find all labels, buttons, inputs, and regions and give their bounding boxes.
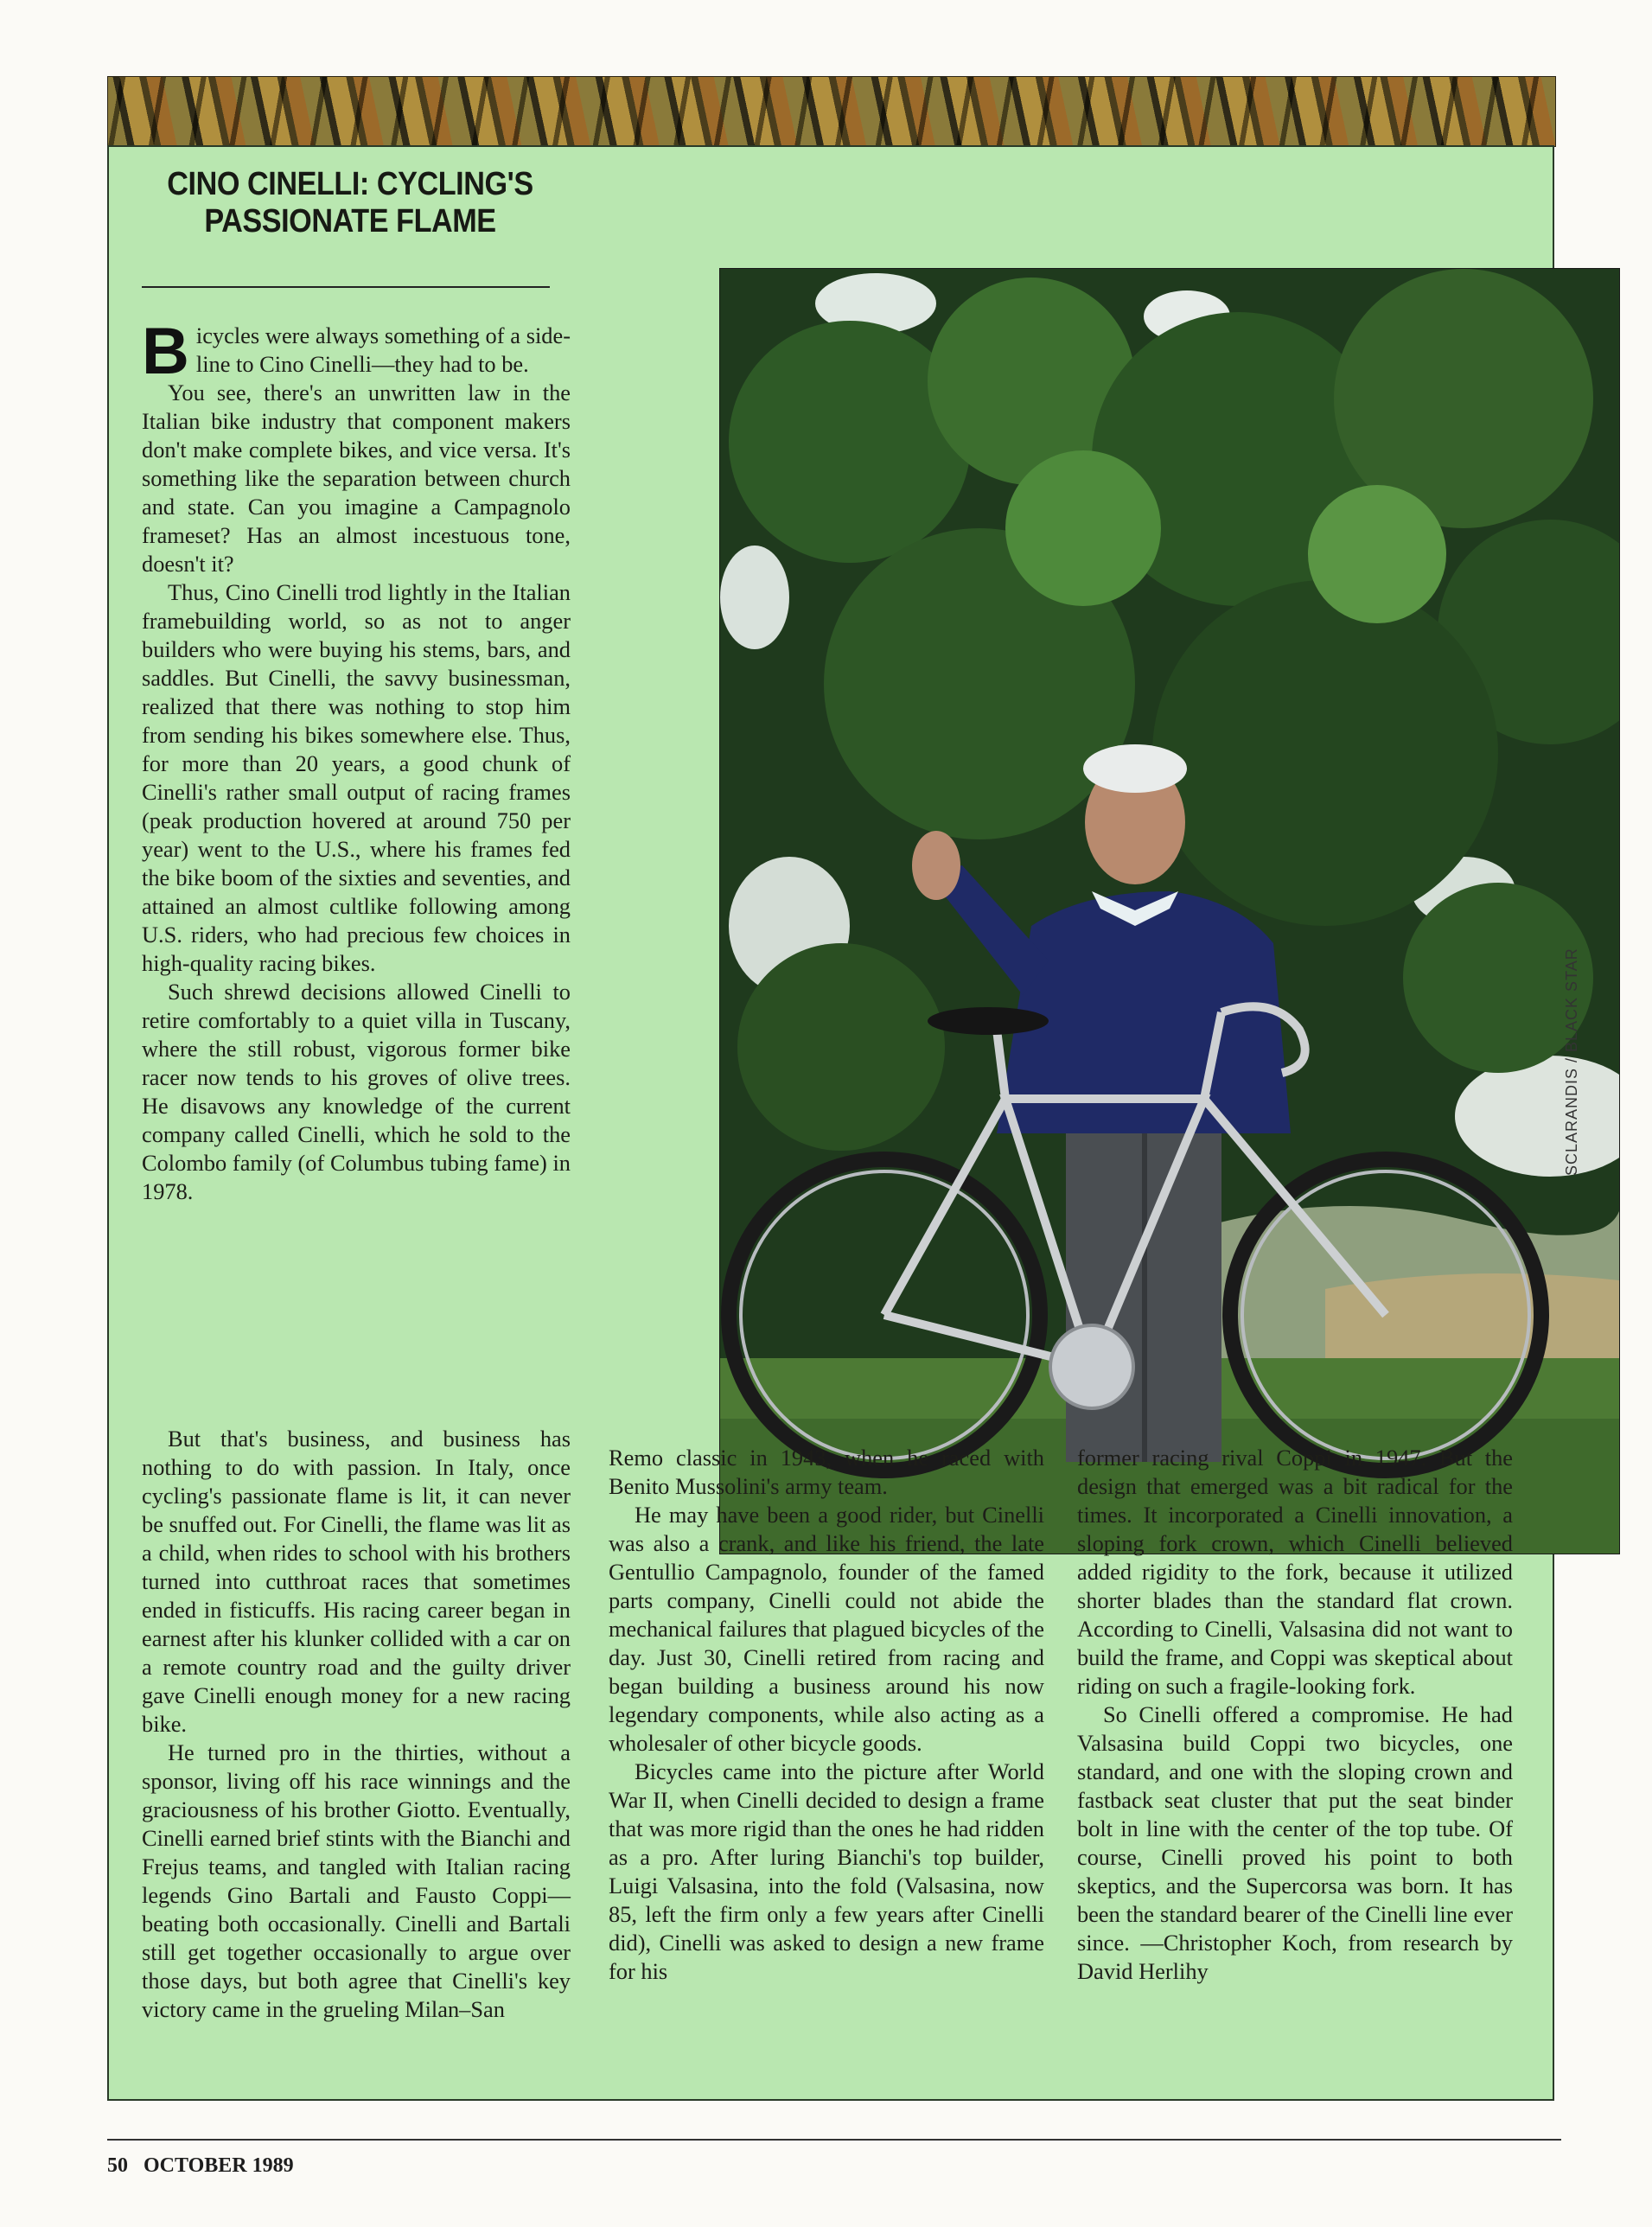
column-3 bbox=[1077, 1444, 1513, 1986]
paragraph: Bicycles came into the picture after World War II, when Cinelli decided to design a frame that was more rigid than the ones he had ridden as a pro. After luring Bianchi's top builder, Luigi Valsasina, into the fold (Valsasina, now 85, left the firm only a few years after Cinelli did), Cinelli was asked to design a new frame for his bbox=[609, 1758, 1044, 1984]
column-2 bbox=[609, 1444, 1044, 1986]
paragraph: former racing rival Coppi in 1947. But the design that emerged was a bit radical for the times. It incorporated a Cinelli innovation, a sloping fork crown, which Cinelli believed added rigidity to the fork, because it utilized shorter blades than the standard flat crown. According to Cinelli, Valsasina did not want to build the frame, and Coppi was skeptical about riding on such a fragile-looking fork. bbox=[1077, 1445, 1513, 1699]
opening-paragraph bbox=[142, 315, 571, 388]
page-number: 50 bbox=[107, 2154, 128, 2177]
paragraph: You see, there's an unwritten law in the Italian bike industry that component makers don't make complete bikes, and vice versa. It's something like the separation between church and state. Can you imagine a Campagnolo frameset? Has an almost incestuous tone, doesn't it? bbox=[142, 380, 571, 577]
title-rule bbox=[142, 286, 550, 288]
folio bbox=[107, 2154, 309, 2178]
paragraph: Thus, Cino Cinelli trod lightly in the Italian framebuilding world, so as not to anger builders who were buying his stems, bars, and saddles. But Cinelli, the savvy businessman, realized that there was nothing to stop him from sending his bikes somewhere else. Thus, for more than 20 years, a good chunk of Cinelli's rather small output of racing frames (peak production hovered at around 750 per year) went to the U.S., where his frames fed the bike boom of the sixties and seventies, and attained an almost cultlike following among U.S. riders, who had precious few choices in high-quality racing bikes. bbox=[142, 579, 571, 976]
paragraph: He may have been a good rider, but Cinelli was also a crank, and like his friend, the late Gentullio Campagnolo, founder of the famed parts company, Cinelli could not abide the mechanical failures that plagued bicycles of the day. Just 30, Cinelli retired from racing and began building a business around his now legendary components, while also acting as a wholesaler of other bicycle goods. bbox=[609, 1502, 1044, 1756]
photo-credit: SCLARANDIS / BLACK STAR bbox=[1563, 948, 1580, 1176]
issue-date: OCTOBER 1989 bbox=[144, 2154, 294, 2177]
footer-rule bbox=[107, 2139, 1561, 2141]
drop-cap: B bbox=[142, 315, 189, 388]
column-1-upper bbox=[142, 315, 571, 1206]
opening-text: icycles were always something of a sideline to Cino Cinelli—they had to be. bbox=[195, 322, 571, 377]
article-title: CINO CINELLI: CYCLING'S PASSIONATE FLAME bbox=[167, 166, 533, 239]
paragraph: But that's business, and business has nothing to do with passion. In Italy, once cycling's passionate flame is lit, it can never be snuffed out. For Cinelli, the flame was lit as a child, when rides to school with his brothers turned into cutthroat races that sometimes ended in fisticuffs. His racing career began in earnest after his klunker collided with a car on a remote country road and the guilty driver gave Cinelli enough money for a new racing bike. bbox=[142, 1426, 571, 1737]
paragraph: He turned pro in the thirties, without a sponsor, living off his race winnings and the graciousness of his brother Giotto. Eventually, Cinelli earned brief stints with the Bianchi and Frejus teams, and tangled with Italian racing legends Gino Bartali and Fausto Coppi—beating both occasionally. Cinelli and Bartali still get together occasionally to argue over those days, but both agree that Cinelli's key victory came in the grueling Milan–San bbox=[142, 1739, 571, 2022]
paragraph: So Cinelli offered a compromise. He had Valsasina build Coppi two bicycles, one standard, and one with the sloping crown and fastback seat cluster that put the seat binder bolt in line with the center of the top tube. Of course, Cinelli proved his point to both skeptics, and the Supercorsa was born. It has been the standard bearer of the Cinelli line ever since. —Christopher Koch, from research by David Herlihy bbox=[1077, 1701, 1513, 1984]
column-1-lower bbox=[142, 1425, 571, 2024]
marbled-banner bbox=[107, 76, 1556, 147]
cinelli-photo bbox=[719, 268, 1620, 1554]
paragraph: Remo classic in 1943, when he raced with Benito Mussolini's army team. bbox=[609, 1445, 1044, 1499]
paragraph: Such shrewd decisions allowed Cinelli to retire comfortably to a quiet villa in Tuscany, where the still robust, vigorous former bike racer now tends to his groves of olive trees. He disavows any knowledge of the current company called Cinelli, which he sold to the Colombo family (of Columbus tubing fame) in 1978. bbox=[142, 979, 571, 1204]
